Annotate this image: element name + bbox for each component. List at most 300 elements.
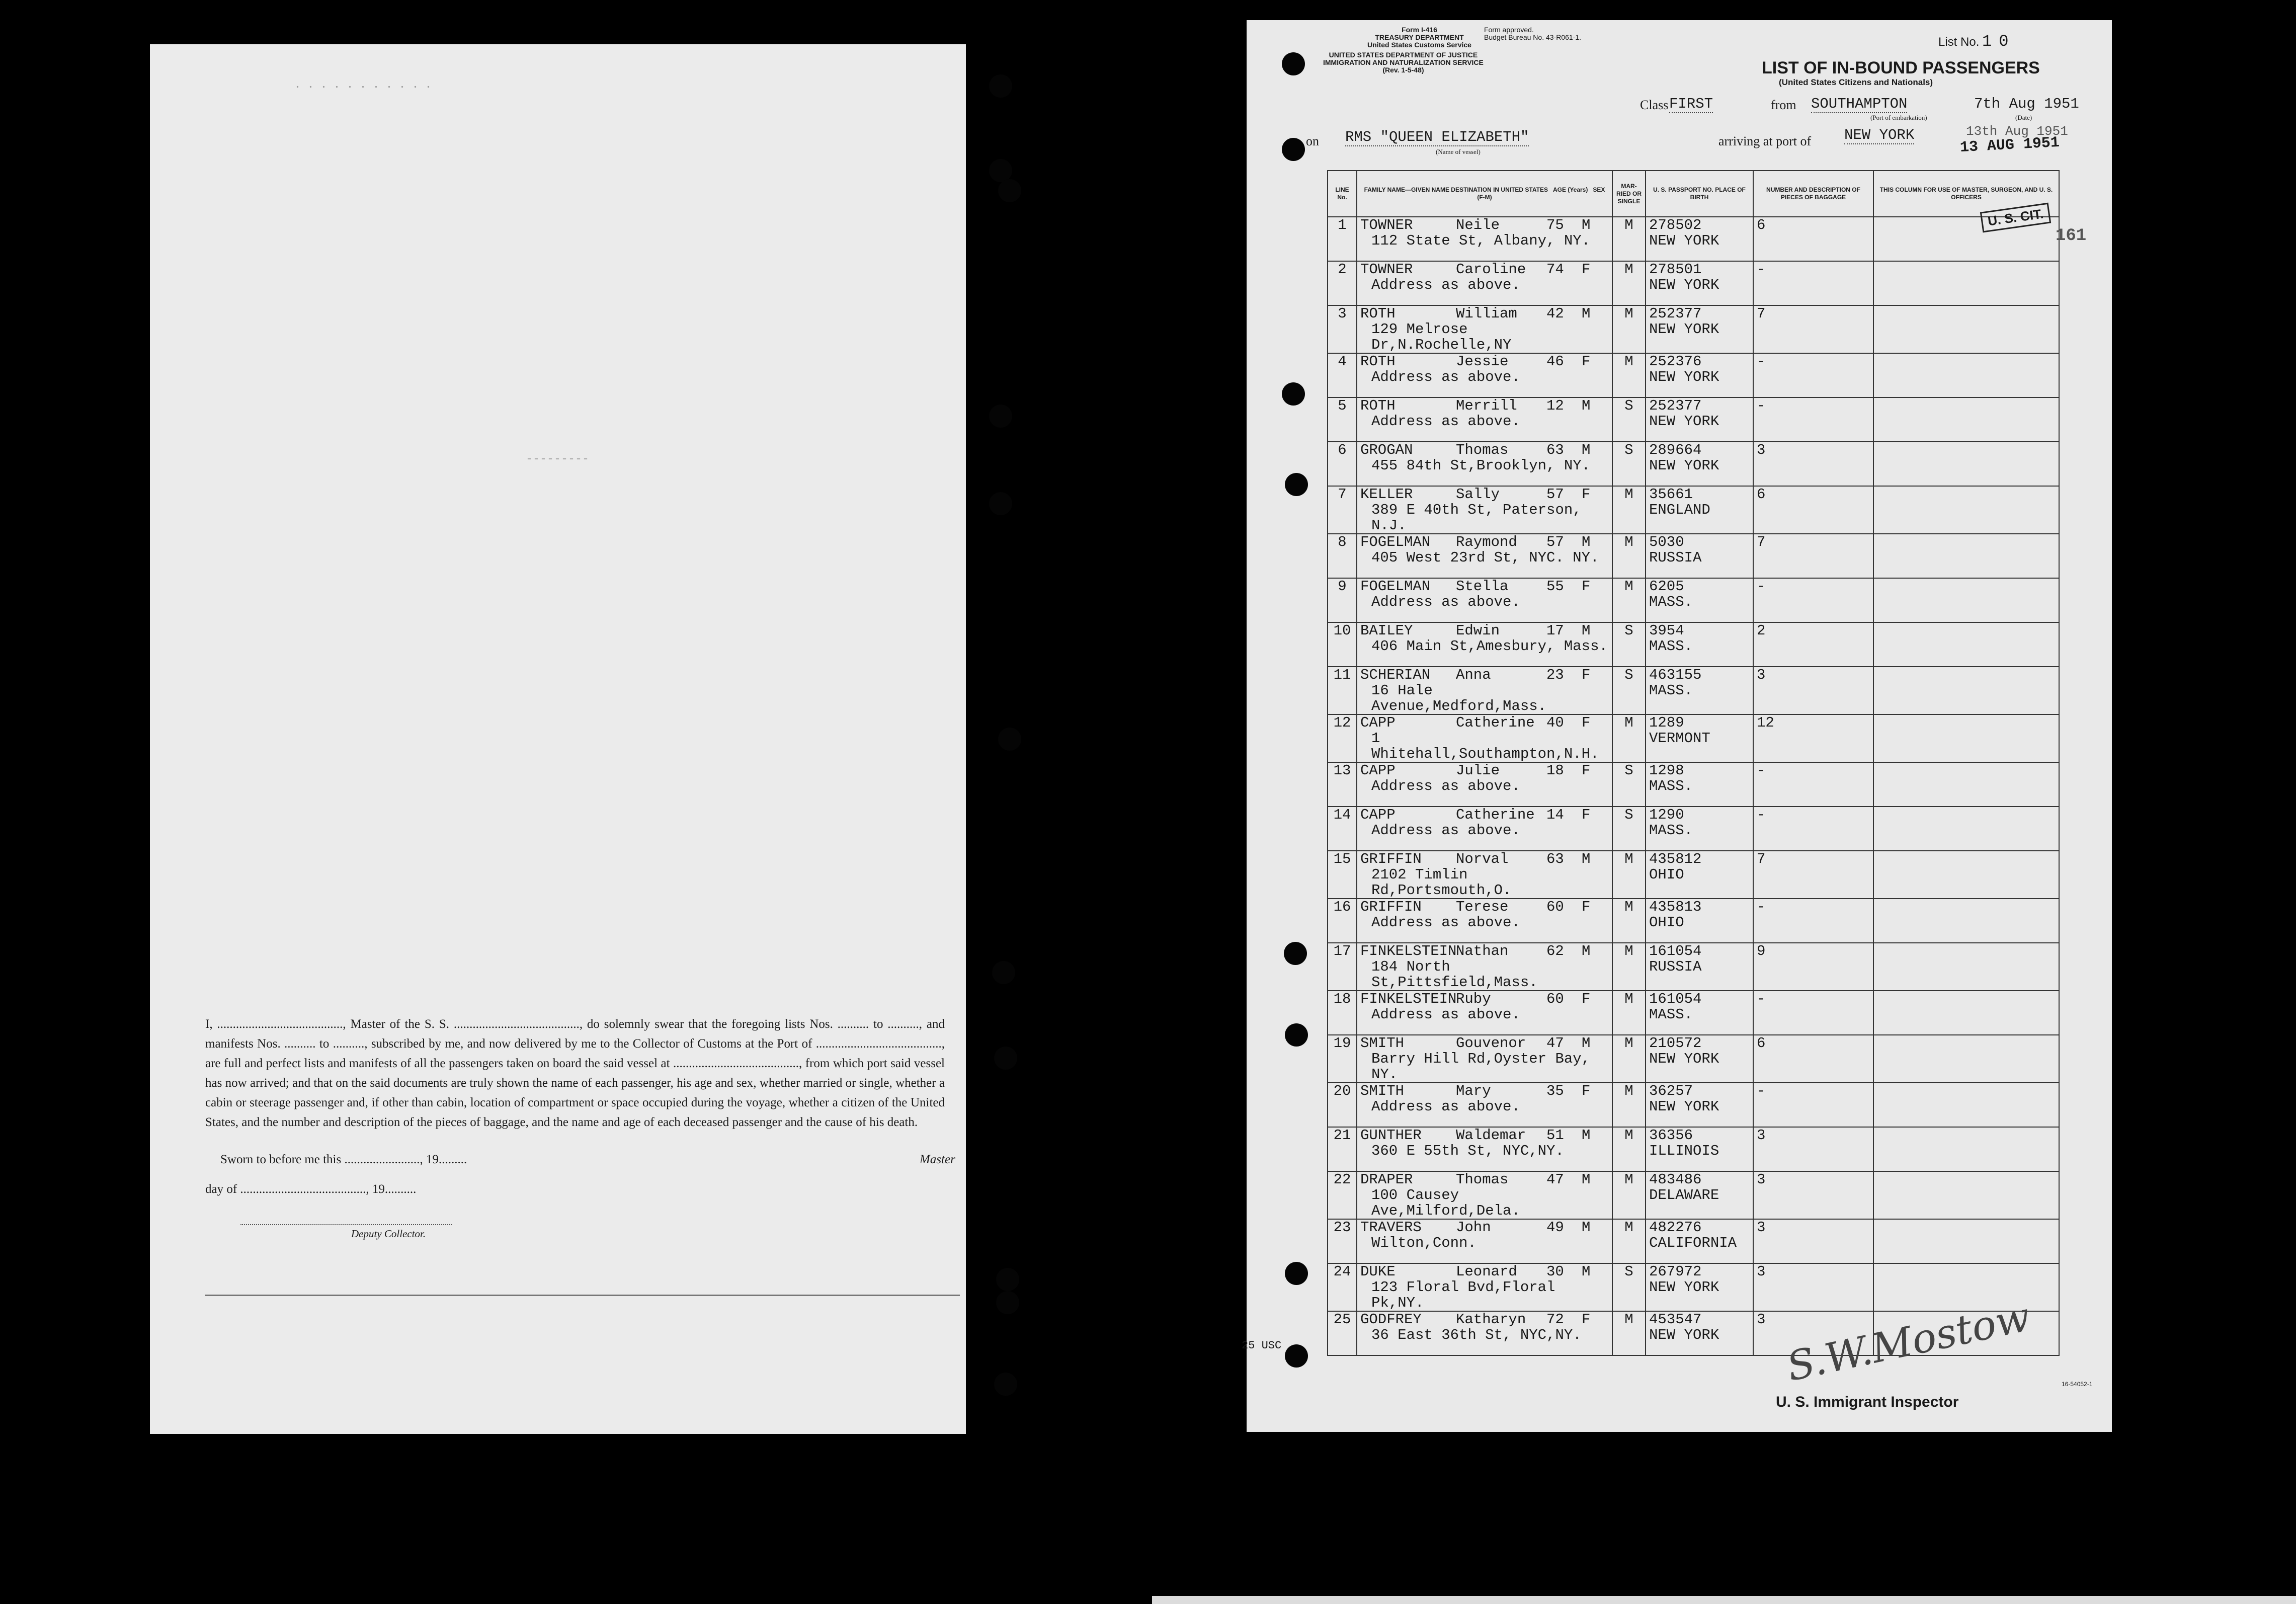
passport-cell [1646,1311,1753,1355]
line-number [1328,578,1357,622]
line-no: 25 [1333,1311,1351,1328]
marital-status [1612,762,1646,807]
line-number [1328,1171,1357,1219]
punch-hole [1285,473,1308,496]
line-no: 21 [1333,1127,1351,1144]
us-use-cell [1873,397,2059,442]
passport-number: 252377 [1649,305,1702,322]
passport-number: 1290 [1649,807,1684,823]
destination-address: 389 E 40th St, Paterson, N.J. [1371,502,1582,534]
age-value: 47 [1546,1171,1564,1188]
right-page [1242,20,2112,1432]
us-use-cell [1873,305,2059,353]
marital-status [1612,397,1646,442]
name-cell [1357,667,1612,714]
destination-address: Address as above. [1371,413,1520,430]
family-name: CAPP [1360,762,1396,779]
passport-cell [1646,486,1753,534]
family-name: GROGAN [1360,442,1413,458]
marital-status [1612,534,1646,578]
marital-status [1612,261,1646,305]
baggage-count: 3 [1757,1219,1766,1236]
family-name: FINKELSTEIN [1360,991,1457,1007]
passport-cell [1646,943,1753,991]
baggage-cell [1753,1035,1873,1083]
left-page [150,44,966,1434]
family-name: ROTH [1360,305,1396,322]
baggage-count: 7 [1757,534,1766,550]
baggage-count: 12 [1757,714,1774,731]
passport-number: 482276 [1649,1219,1702,1236]
inspector-signature: S.W.Mostow [1782,1293,2034,1391]
line-no: 17 [1333,943,1351,959]
sex-value: M [1582,217,1591,233]
destination-address: 455 84th St,Brooklyn, NY. [1371,457,1591,474]
family-name: DUKE [1360,1263,1396,1280]
line-no: 9 [1338,578,1347,595]
sex-value: F [1582,353,1591,370]
marital-status [1612,1263,1646,1311]
passport-number: 252377 [1649,397,1702,414]
marital-value: M [1624,353,1633,370]
line-number [1328,397,1357,442]
table-row [1328,943,2059,991]
birth-place: MASS. [1649,594,1693,610]
punch-hole [1285,1262,1308,1285]
table-row [1328,899,2059,943]
family-name: CAPP [1360,714,1396,731]
given-name: Katharyn [1456,1311,1526,1328]
given-name: Julie [1456,762,1500,779]
passport-cell [1646,353,1753,397]
birth-place: MASS. [1649,778,1693,794]
family-name: TOWNER [1360,261,1413,278]
age-value: 55 [1546,578,1564,595]
baggage-cell [1753,807,1873,851]
line-number [1328,217,1357,261]
table-header-row [1328,171,2059,217]
name-cell [1357,261,1612,305]
passport-cell [1646,807,1753,851]
marital-value: M [1624,217,1633,233]
marital-status [1612,899,1646,943]
treasury-dept: TREASURY DEPARTMENT [1375,33,1464,41]
sex-value: F [1582,578,1591,595]
faint-dashes: - - - - - - - - - [527,452,588,465]
sex-value: M [1582,397,1591,414]
baggage-count: 3 [1757,442,1766,458]
usc-note: 25 USC [1242,1339,1282,1352]
line-number [1328,807,1357,851]
col-us-use: THIS COLUMN FOR USE OF MASTER, SURGEON, AND U. S. OFFICERS [1873,171,2059,217]
oath-paragraph: I, ........................................, Master of the S. S. ........................................, do solemnly swear that the foregoing lists Nos. .......... to .........., and manifests Nos. .......... to .........., subscribed by me, and now delivered by me to the Collector of Customs at the Port of ........................................, are full and perfect lists and manifests of all the passengers taken on board the said vessel at ........................................, from which port said vessel has now arrived; and that on the said documents are truly shown the name of each passenger, his age and sex, whether married or single, whether a cabin or steerage passenger and, if other than cabin, location of compartment or space occupied during the voyage, whether a citizen of the United States, and the number and description of the pieces of baggage, and the name and age of each deceased passenger and the cause of his death. [205,1017,945,1129]
baggage-cell [1753,714,1873,762]
sex-value: M [1582,943,1591,959]
table-row [1328,667,2059,714]
sex-value: F [1582,261,1591,278]
baggage-count: - [1757,899,1766,915]
given-name: Ruby [1456,991,1491,1007]
destination-address: Barry Hill Rd,Oyster Bay, NY. [1371,1051,1591,1083]
passport-cell [1646,217,1753,261]
line-number [1328,899,1357,943]
name-cell [1357,305,1612,353]
marital-value: M [1624,261,1633,278]
destination-address: 406 Main St,Amesbury, Mass. [1371,638,1608,655]
passport-number: 483486 [1649,1171,1702,1188]
age-value: 75 [1546,217,1564,233]
name-cell [1357,578,1612,622]
sex-value: M [1582,851,1591,867]
us-use-cell [1873,851,2059,899]
marital-value: M [1624,943,1633,959]
destination-address: Address as above. [1371,822,1520,839]
age-value: 14 [1546,807,1564,823]
birth-place: NEW YORK [1649,1327,1719,1343]
table-row [1328,1171,2059,1219]
passport-cell [1646,1035,1753,1083]
sex-value: F [1582,762,1591,779]
baggage-count: - [1757,578,1766,595]
family-name: GRIFFIN [1360,851,1422,867]
baggage-cell [1753,1127,1873,1171]
col-line-no: LINE No. [1328,171,1357,217]
given-name: Caroline [1456,261,1526,278]
table-row [1328,442,2059,486]
name-cell [1357,1083,1612,1127]
name-cell [1357,353,1612,397]
marital-value: S [1624,667,1633,683]
passport-number: 6205 [1649,578,1684,595]
family-name: SCHERIAN [1360,667,1431,683]
sex-value: M [1582,442,1591,458]
line-no: 6 [1338,442,1347,458]
passport-number: 3954 [1649,622,1684,639]
punch-hole [989,492,1012,515]
marital-status [1612,305,1646,353]
us-use-cell [1873,486,2059,534]
line-no: 19 [1333,1035,1351,1052]
sex-value: M [1582,1263,1591,1280]
baggage-count: 3 [1757,1311,1766,1328]
name-cell [1357,991,1612,1035]
birth-place: NEW YORK [1649,1098,1719,1115]
passport-number: 289664 [1649,442,1702,458]
passport-number: 252376 [1649,353,1702,370]
birth-place: RUSSIA [1649,549,1702,566]
passport-cell [1646,1127,1753,1171]
vessel-caption: (Name of vessel) [1436,148,1481,155]
us-use-cell [1873,261,2059,305]
marital-value: M [1624,1083,1633,1099]
family-name: TOWNER [1360,217,1413,233]
marital-status [1612,486,1646,534]
given-name: Thomas [1456,442,1509,458]
line-number [1328,486,1357,534]
passport-cell [1646,762,1753,807]
destination-address: 112 State St, Albany, NY. [1371,232,1591,249]
baggage-count: 2 [1757,622,1766,639]
baggage-count: 6 [1757,217,1766,233]
given-name: Sally [1456,486,1500,503]
baggage-count: - [1757,762,1766,779]
us-use-cell [1873,991,2059,1035]
baggage-count: 7 [1757,305,1766,322]
table-row [1328,578,2059,622]
name-cell [1357,1219,1612,1263]
name-cell [1357,1263,1612,1311]
sex-value: M [1582,1127,1591,1144]
table-row [1328,397,2059,442]
age-value: 63 [1546,442,1564,458]
baggage-cell [1753,217,1873,261]
marital-value: M [1624,305,1633,322]
class-value: FIRST [1669,96,1713,112]
punch-hole [992,961,1015,984]
line-no: 14 [1333,807,1351,823]
given-name: Gouvenor [1456,1035,1526,1052]
line-no: 7 [1338,486,1347,503]
birth-place: MASS. [1649,682,1693,699]
line-number [1328,534,1357,578]
col-baggage: NUMBER AND DESCRIPTION OF PIECES OF BAGGAGE [1753,171,1873,217]
sworn-line: Sworn to before me this ........................, 19......... [220,1153,467,1166]
passport-cell [1646,899,1753,943]
punch-hole [1285,1344,1308,1368]
birth-place: NEW YORK [1649,457,1719,474]
passport-cell [1646,397,1753,442]
marital-status [1612,217,1646,261]
marital-value: M [1624,486,1633,503]
line-no: 1 [1338,217,1347,233]
col-sex-label: SEX (F-M) [1477,186,1605,201]
baggage-count: 9 [1757,943,1766,959]
baggage-cell [1753,899,1873,943]
line-number [1328,622,1357,667]
us-use-cell [1873,1263,2059,1311]
line-no: 4 [1338,353,1347,370]
marital-status [1612,1127,1646,1171]
given-name: Stella [1456,578,1509,595]
us-use-cell [1873,1035,2059,1083]
marital-status [1612,991,1646,1035]
destination-address: 405 West 23rd St, NYC. NY. [1371,549,1599,566]
age-value: 12 [1546,397,1564,414]
destination-address: 36 East 36th St, NYC,NY. [1371,1327,1582,1343]
table-row [1328,807,2059,851]
name-cell [1357,1311,1612,1355]
passport-cell [1646,714,1753,762]
name-cell [1357,397,1612,442]
passport-number: 210572 [1649,1035,1702,1052]
marital-status [1612,714,1646,762]
us-use-cell [1873,1219,2059,1263]
baggage-cell [1753,305,1873,353]
from-value: SOUTHAMPTON [1811,96,1908,112]
destination-address: 2102 Timlin Rd,Portsmouth,O. [1371,866,1512,899]
list-no-label: List No. [1938,35,1980,49]
marital-value: M [1624,851,1633,867]
marital-value: M [1624,1171,1633,1188]
sex-value: F [1582,667,1591,683]
birth-place: DELAWARE [1649,1187,1719,1204]
us-use-cell [1873,1127,2059,1171]
vessel-name: RMS "QUEEN ELIZABETH" [1345,129,1529,145]
passenger-rows [1328,217,2059,1355]
marital-status [1612,578,1646,622]
line-number [1328,1219,1357,1263]
age-value: 47 [1546,1035,1564,1052]
name-cell [1357,1035,1612,1083]
us-use-cell [1873,578,2059,622]
passport-number: 278502 [1649,217,1702,233]
sex-value: F [1582,486,1591,503]
destination-address: Address as above. [1371,277,1520,293]
age-value: 57 [1546,486,1564,503]
marital-value: S [1624,397,1633,414]
birth-place: NEW YORK [1649,232,1719,249]
us-use-cell [1873,667,2059,714]
marital-status [1612,807,1646,851]
birth-place: NEW YORK [1649,1051,1719,1067]
birth-place: NEW YORK [1649,369,1719,385]
line-no: 2 [1338,261,1347,278]
punch-hole [1284,942,1307,965]
passport-cell [1646,1263,1753,1311]
marital-status [1612,1219,1646,1263]
given-name: William [1456,305,1517,322]
passport-number: 435812 [1649,851,1702,867]
table-row [1328,1035,2059,1083]
line-number [1328,762,1357,807]
line-number [1328,442,1357,486]
marital-status [1612,667,1646,714]
table-row [1328,762,2059,807]
list-title: LIST OF IN-BOUND PASSENGERS [1762,58,2040,77]
age-value: 57 [1546,534,1564,550]
marital-value: M [1624,534,1633,550]
us-use-cell [1873,1171,2059,1219]
marital-status [1612,1311,1646,1355]
line-number [1328,667,1357,714]
marital-value: M [1624,714,1633,731]
baggage-cell [1753,622,1873,667]
marital-value: M [1624,1219,1633,1236]
line-no: 24 [1333,1263,1351,1280]
destination-address: Address as above. [1371,369,1520,385]
table-row [1328,1127,2059,1171]
deputy-signature-line [240,1224,452,1225]
passport-number: 161054 [1649,943,1702,959]
birth-place: NEW YORK [1649,321,1719,338]
sex-value: M [1582,534,1591,550]
baggage-count: - [1757,807,1766,823]
table-row [1328,714,2059,762]
passport-number: 1289 [1649,714,1684,731]
destination-address: 123 Floral Bvd,Floral Pk,NY. [1371,1279,1555,1311]
baggage-cell [1753,578,1873,622]
line-number [1328,851,1357,899]
punch-hole [1282,52,1305,75]
given-name: John [1456,1219,1491,1236]
passport-number: 36356 [1649,1127,1693,1144]
given-name: Catherine [1456,807,1535,823]
age-value: 30 [1546,1263,1564,1280]
birth-place: ILLINOIS [1649,1143,1719,1159]
line-no: 8 [1338,534,1347,550]
age-value: 62 [1546,943,1564,959]
marital-status [1612,622,1646,667]
us-use-cell [1873,353,2059,397]
baggage-cell [1753,667,1873,714]
bottom-rule [205,1295,960,1296]
justice-dept: UNITED STATES DEPARTMENT OF JUSTICE [1329,51,1478,59]
age-value: 42 [1546,305,1564,322]
sex-value: F [1582,1083,1591,1099]
line-no: 5 [1338,397,1347,414]
punch-hole [998,179,1021,202]
destination-address: Address as above. [1371,914,1520,931]
birth-place: CALIFORNIA [1649,1235,1737,1251]
given-name: Terese [1456,899,1509,915]
family-name: FINKELSTEIN [1360,943,1457,959]
name-cell [1357,486,1612,534]
arrival-date: 13th Aug 1951 [1966,124,2068,139]
line-no: 3 [1338,305,1347,322]
baggage-cell [1753,1171,1873,1219]
table-row [1328,261,2059,305]
passport-number: 267972 [1649,1263,1702,1280]
birth-place: ENGLAND [1649,502,1710,518]
baggage-cell [1753,534,1873,578]
baggage-count: 3 [1757,1127,1766,1144]
family-name: FOGELMAN [1360,534,1431,550]
table-row [1328,991,2059,1035]
departure-date: 7th Aug 1951 [1974,96,2079,112]
name-cell [1357,534,1612,578]
arriving-label: arriving at port of [1718,134,1812,148]
baggage-cell [1753,851,1873,899]
given-name: Leonard [1456,1263,1517,1280]
line-number [1328,1035,1357,1083]
family-name: TRAVERS [1360,1219,1422,1236]
line-no: 22 [1333,1171,1351,1188]
marital-status [1612,1083,1646,1127]
on-label: on [1306,134,1319,148]
given-name: Merrill [1456,397,1517,414]
birth-place: NEW YORK [1649,1279,1719,1296]
name-cell [1357,622,1612,667]
birth-place: NEW YORK [1649,277,1719,293]
table-row [1328,851,2059,899]
age-value: 35 [1546,1083,1564,1099]
baggage-count: 3 [1757,1263,1766,1280]
table-row [1328,1263,2059,1311]
table-row [1328,217,2059,261]
baggage-count: 7 [1757,851,1766,867]
baggage-cell [1753,486,1873,534]
family-name: DRAPER [1360,1171,1413,1188]
passport-cell [1646,1083,1753,1127]
arrival-date-stamp: 13 AUG 1951 [1959,134,2060,157]
age-value: 18 [1546,762,1564,779]
class-label: Class [1640,98,1669,112]
marital-value: S [1624,807,1633,823]
family-name: GRIFFIN [1360,899,1422,915]
marital-value: M [1624,1035,1633,1052]
marital-value: S [1624,442,1633,458]
line-no: 11 [1333,667,1351,683]
